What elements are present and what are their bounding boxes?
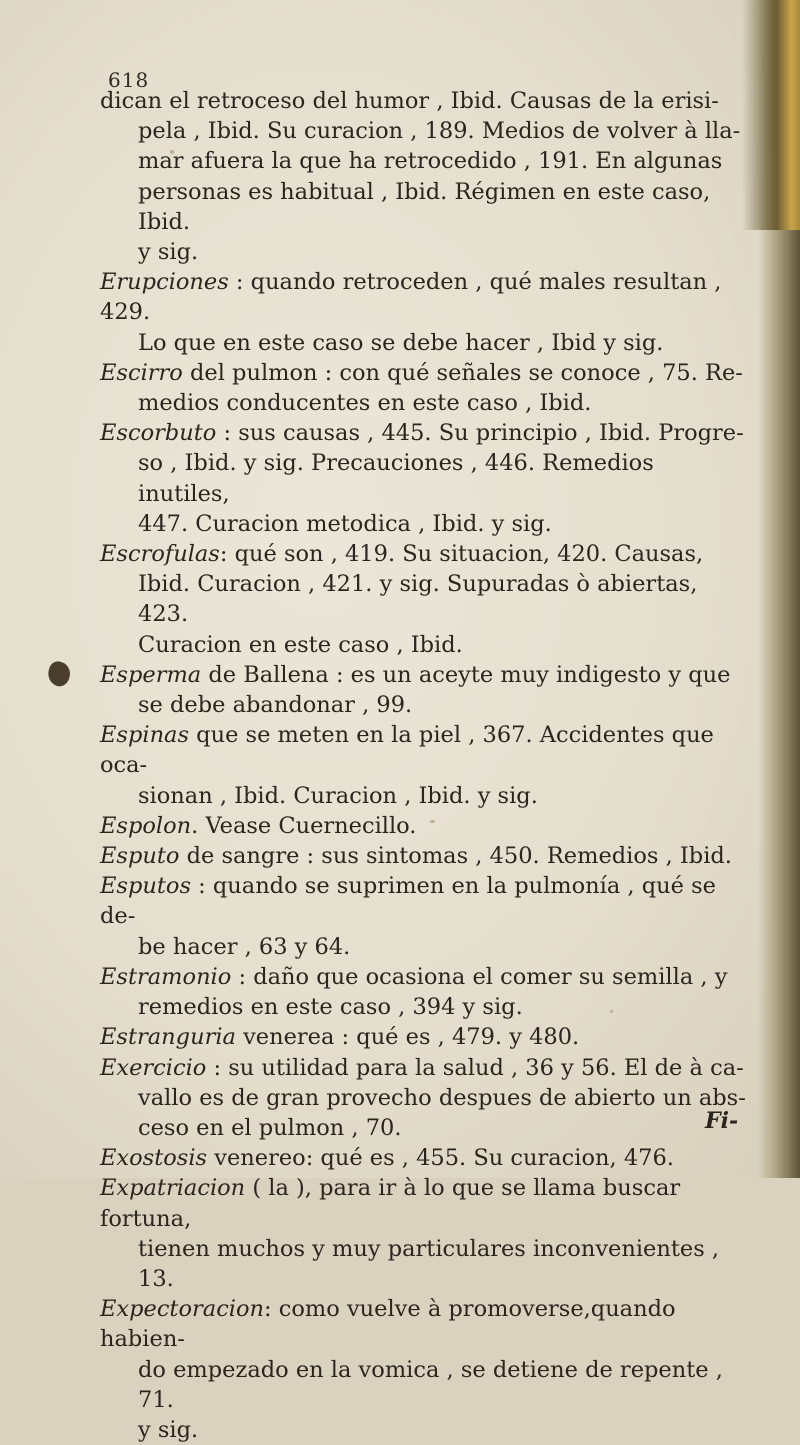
- index-entry-line: Estramonio : daño que ocasiona el comer su semilla , y: [100, 963, 728, 990]
- index-entry-line: Escirro del pulmon : con qué señales se conoce , 75. Re-: [100, 359, 743, 386]
- index-headword: Exercicio: [100, 1054, 207, 1081]
- index-line: se debe abandonar , 99.: [138, 692, 413, 719]
- index-entry-line: Espolon. Vease Cuernecillo.: [100, 812, 417, 839]
- index-line: be hacer , 63 y 64.: [138, 933, 351, 960]
- index-line: Ibid. Curacion , 421. y sig. Supuradas ò abiertas, 423.: [138, 571, 698, 628]
- index-entry-line: Espinas que se meten en la piel , 367. Accidentes que oca-: [100, 722, 714, 779]
- index-line: personas es habitual , Ibid. Régimen en este caso, Ibid.: [138, 178, 711, 235]
- index-line: remedios en este caso , 394 y sig.: [138, 994, 523, 1021]
- index-line: vallo es de gran provecho despues de abierto un abs-: [138, 1084, 746, 1111]
- index-entry-line: Erupciones : quando retroceden , qué males resultan , 429.: [100, 269, 722, 326]
- index-line: ceso en el pulmon , 70.: [138, 1114, 402, 1141]
- index-line: so , Ibid. y sig. Precauciones , 446. Remedios inutiles,: [138, 450, 654, 507]
- page-number: 618: [108, 68, 150, 92]
- index-line: y sig.: [138, 239, 199, 266]
- index-entry-line: Esperma de Ballena : es un aceyte muy indigesto y que: [100, 661, 731, 688]
- index-headword: Erupciones: [100, 269, 229, 296]
- index-headword: Escirro: [100, 359, 183, 386]
- index-entry-line: Estranguria venerea : qué es , 479. y 480.: [100, 1024, 580, 1051]
- index-headword: Esperma: [100, 661, 202, 688]
- index-line: medios conducentes en este caso , Ibid.: [138, 390, 592, 417]
- index-line: y sig.: [138, 1416, 199, 1443]
- index-entry-line: Exostosis venereo: qué es , 455. Su curacion, 476.: [100, 1145, 674, 1172]
- index-text: [100, 86, 750, 1445]
- index-headword: Esputos: [100, 873, 191, 900]
- index-entry-line: Esputos : quando se suprimen en la pulmonía , qué se de-: [100, 873, 716, 930]
- index-headword: Estranguria: [100, 1024, 236, 1051]
- index-line: sionan , Ibid. Curacion , Ibid. y sig.: [138, 782, 538, 809]
- index-headword: Estramonio: [100, 963, 232, 990]
- index-line: Curacion en este caso , Ibid.: [138, 631, 463, 658]
- index-headword: Espinas: [100, 722, 190, 749]
- index-headword: Escorbuto: [100, 420, 217, 447]
- index-entry-line: Expectoracion: como vuelve à promoverse,quando habien-: [100, 1296, 676, 1353]
- index-line: do empezado en la vomica , se detiene de repente , 71.: [138, 1356, 723, 1413]
- index-headword: Exostosis: [100, 1145, 208, 1172]
- index-line: pela , Ibid. Su curacion , 189. Medios de volver à lla-: [138, 118, 741, 145]
- index-line: mar afuera la que ha retrocedido , 191. En algunas: [138, 148, 723, 175]
- index-entry-line: Escrofulas: qué son , 419. Su situacion, 420. Causas,: [100, 541, 704, 568]
- index-headword: Expectoracion: [100, 1296, 265, 1323]
- index-headword: Espolon: [100, 812, 192, 839]
- index-entry-line: Esputo de sangre : sus sintomas , 450. Remedios , Ibid.: [100, 843, 732, 870]
- index-line: dican el retroceso del humor , Ibid. Causas de la erisi-: [100, 88, 719, 114]
- index-line: tienen muchos y muy particulares inconvenientes , 13.: [138, 1235, 720, 1292]
- catchword: Fi-: [705, 1108, 739, 1134]
- index-headword: Escrofulas: [100, 541, 220, 568]
- index-headword: Expatriacion: [100, 1175, 246, 1202]
- binding-edge: [742, 0, 800, 230]
- ink-blot: [45, 659, 73, 689]
- index-entry-line: Expatriacion ( la ), para ir à lo que se llama buscar fortuna,: [100, 1175, 681, 1232]
- index-entry-line: Exercicio : su utilidad para la salud , 36 y 56. El de à ca-: [100, 1054, 744, 1081]
- index-line: 447. Curacion metodica , Ibid. y sig.: [138, 510, 552, 537]
- index-entry-line: Escorbuto : sus causas , 445. Su principio , Ibid. Progre-: [100, 420, 744, 447]
- index-headword: Esputo: [100, 843, 180, 870]
- index-line: Lo que en este caso se debe hacer , Ibid y sig.: [138, 329, 664, 356]
